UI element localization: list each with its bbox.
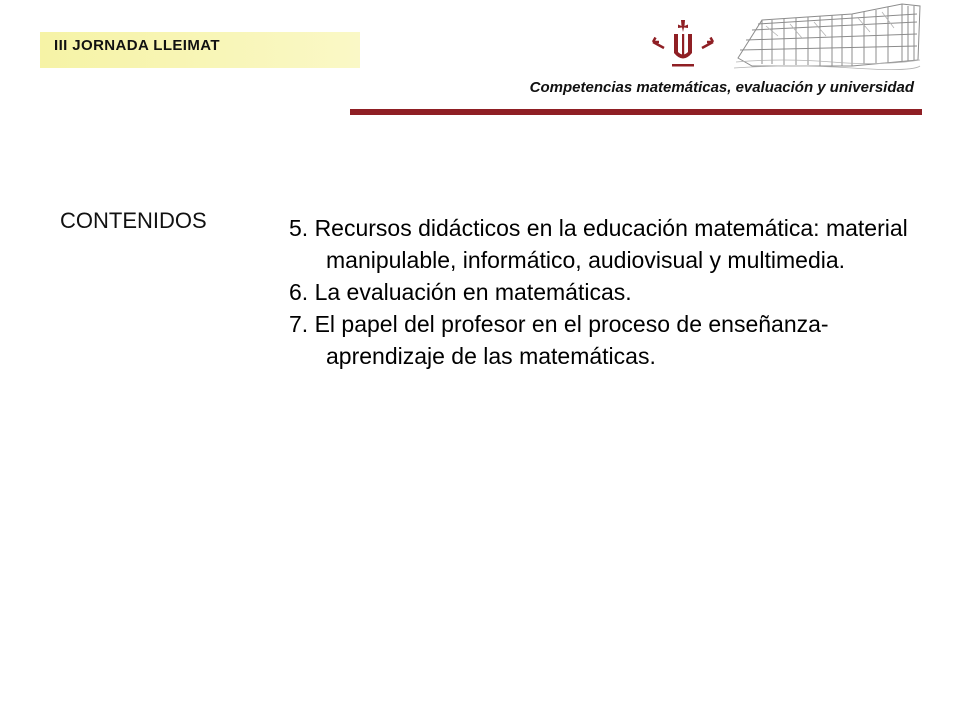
list-item: 5. Recursos didácticos en la educación matemática: material manipulable, informático, audiovisual y multimedia. [289,215,908,273]
header-divider [350,109,922,115]
contents-list [289,212,919,372]
event-banner [40,32,360,68]
event-title: III JORNADA LLEIMAT [54,37,220,54]
building-sketch-icon [732,0,922,72]
list-item: 7. El papel del profesor en el proceso de enseñanza-aprendizaje de las matemáticas. [289,311,829,369]
section-heading: CONTENIDOS [60,208,207,233]
university-crest-icon [648,18,718,70]
list-item: 6. La evaluación en matemáticas. [289,279,632,305]
conference-subtitle: Competencias matemáticas, evaluación y universidad [529,79,914,96]
